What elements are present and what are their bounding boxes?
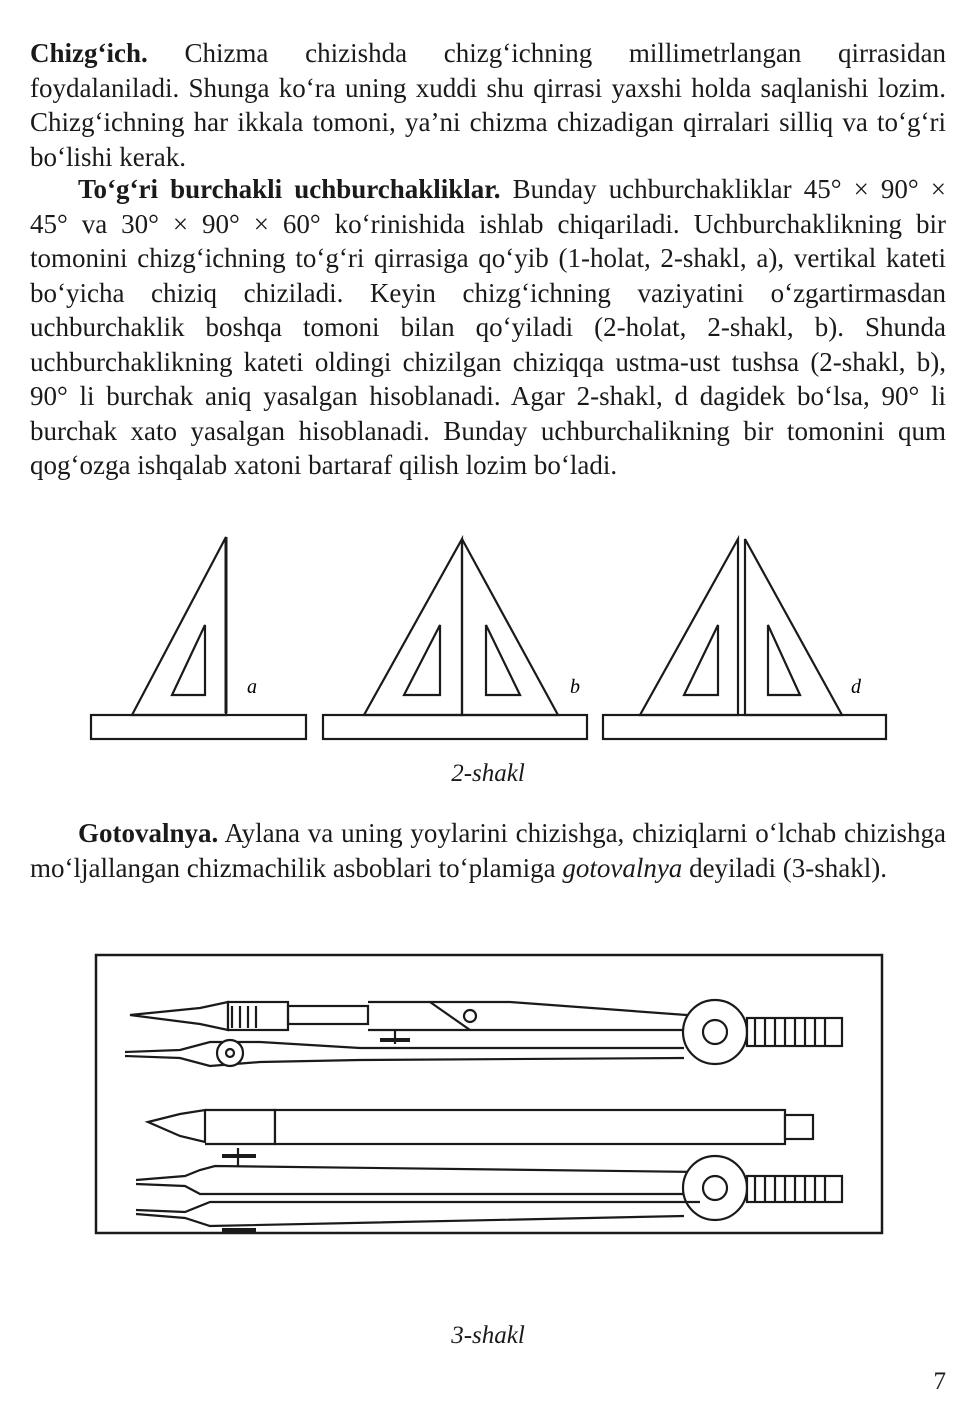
triangle-d-left: [640, 539, 738, 715]
ruler-a: [91, 715, 306, 739]
compass-pen-icon: [125, 1000, 842, 1066]
term-chizgich: Chizg‘ich.: [30, 38, 148, 68]
triangle-b-left: [364, 539, 462, 715]
ruler-b: [323, 715, 587, 739]
paragraph-chizgich: [30, 36, 946, 174]
compass-needle-icon: [136, 1148, 842, 1230]
paragraph-gotovalnya-italic: gotovalnya: [562, 852, 683, 883]
label-a: a: [247, 676, 257, 698]
triangle-set-a: [91, 537, 306, 739]
term-gotovalnya: Gotovalnya.: [78, 818, 219, 848]
figure-3-caption: 3-shakl: [451, 1322, 525, 1349]
ruling-pen-icon: [148, 1110, 813, 1144]
paragraph-uchburchakliklar: [30, 172, 946, 483]
paragraph-gotovalnya-text-2: deyiladi (3-shakl).: [682, 852, 888, 883]
triangle-set-d: [603, 539, 886, 739]
triangle-d-right: [745, 539, 842, 715]
figure-2-caption: 2-shakl: [451, 760, 525, 787]
figure-2: [0, 535, 976, 755]
figure-2-drawing: [0, 535, 976, 755]
page-number: 7: [933, 1368, 946, 1395]
figure-3-drawing: [0, 950, 976, 1240]
paragraph-uchburchakliklar-text: Bunday uchburchakliklar 45° × 90° × 45° va 30° × 90° × 60° ko‘rinishida ishlab chiqariladi. Uchburchaklikning bir tomonini chizg‘ichning to‘g‘ri qirrasiga qo‘yib (1-holat, 2-shakl, a), vertikal kateti bo‘yicha chiziq chiziladi. Keyin chizg‘ichning vaziyatini o‘zgartirmasdan uchburchaklik boshqa tomoni bilan qo‘yiladi (2-holat, 2-shakl, b). Shunda uchburchaklikning kateti oldingi chizilgan chiziqqa ustma-ust tushsa (2-shakl, b), 90° li burchak aniq yasalgan hisoblanadi. Agar 2-shakl, d dagidek bo‘lsa, 90° li burchak xato yasalgan hisoblanadi. Bunday uchburchalikning bir tomonini qum qog‘ozga ishqalab xatoni bartaraf qilish lozim bo‘ladi.: [30, 174, 946, 480]
triangle-set-b: [323, 539, 587, 739]
triangle-b-right: [462, 539, 558, 715]
paragraph-chizgich-text: Chizma chizishda chizg‘ichning millimetrlangan qirrasidan foydalaniladi. Shunga ko‘ra uning xuddi shu qirrasi yaxshi holda saqlanishi lozim. Chizg‘ichning har ikkala tomoni, ya’ni chizma chizadigan qirralari silliq va to‘g‘ri bo‘lishi kerak.: [30, 38, 946, 172]
triangle-a: [132, 537, 226, 715]
label-d: d: [851, 676, 861, 698]
figure-3: [0, 950, 976, 1240]
paragraph-gotovalnya: [30, 816, 946, 885]
term-uchburchakliklar: To‘g‘ri burchakli uchburchakliklar.: [78, 174, 501, 204]
paragraph-gotovalnya-text-1: Aylana va uning yoylarini chizishga, chiziqlarni o‘lchab chizishga mo‘ljallangan chizmachilik asboblari to‘plamiga: [30, 818, 946, 883]
label-b: b: [570, 676, 580, 698]
ruler-d: [603, 715, 886, 739]
